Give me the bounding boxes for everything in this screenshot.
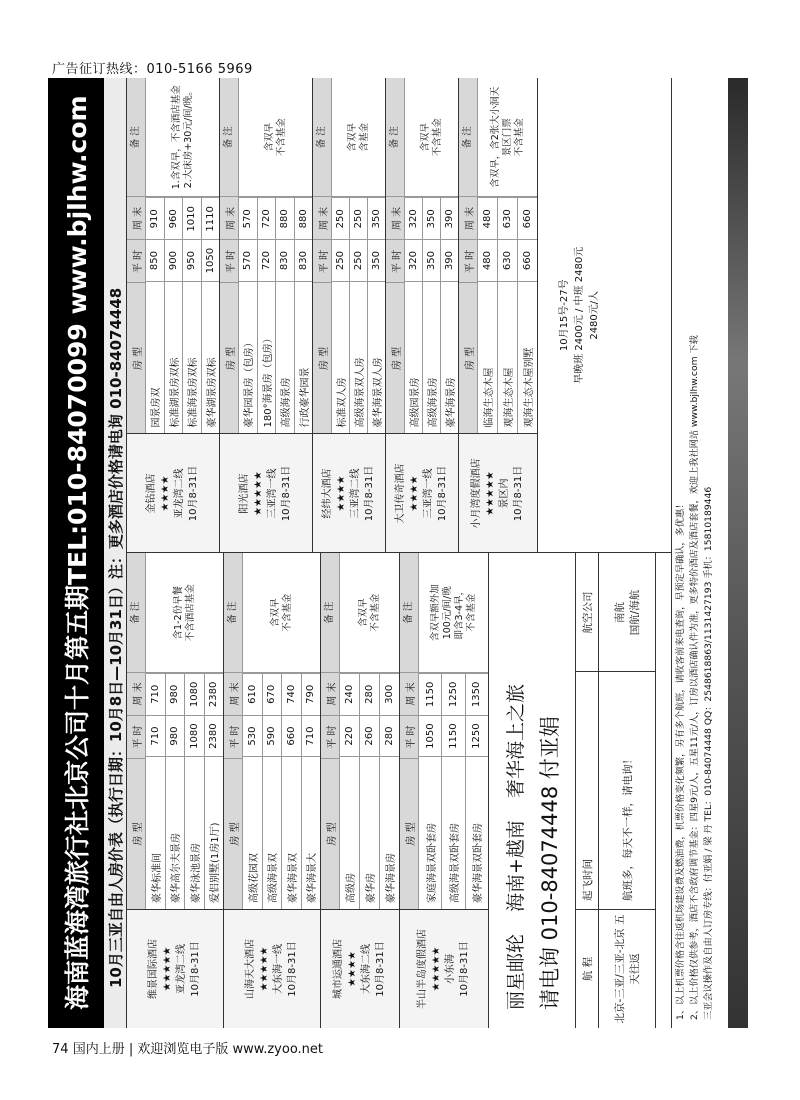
weekend-price: 250 (332, 197, 349, 239)
header-weekday: 平 时 (224, 715, 242, 758)
rate-row (466, 673, 488, 909)
weekend-price: 980 (166, 673, 185, 715)
room-type: 高级花园双 (243, 756, 262, 909)
room-type: 豪华海景房 (441, 281, 458, 434)
weekday-price: 710 (302, 715, 321, 757)
weekend-price: 910 (146, 197, 164, 239)
rate-header-row (127, 554, 146, 910)
rate-row (263, 673, 283, 909)
weekday-price: 1150 (442, 715, 464, 757)
hotel-rate-table (220, 78, 312, 434)
hotel-dates: 10月8-31日 (437, 465, 448, 522)
rate-header-row (386, 78, 405, 434)
rate-row (441, 198, 458, 434)
header-weekday: 平 时 (386, 240, 404, 283)
flight-airline-1: 南航 (614, 602, 626, 623)
right-column (127, 78, 671, 553)
weekday-price: 660 (282, 715, 301, 757)
flight-time: 航班多，每天不一样，请电询！ (599, 672, 655, 910)
weekday-price: 250 (350, 239, 367, 281)
hotel-note: 含双早额外加 100元/间/晚 即含3-4早， 不含基金 (419, 554, 488, 674)
weekend-price: 240 (340, 673, 359, 715)
room-type: 高级海景房 (276, 281, 294, 434)
hotel-block (313, 78, 386, 553)
weekday-price: 1050 (419, 715, 441, 757)
room-type: 高级海景双 (263, 756, 282, 909)
header-room: 房 型 (127, 758, 145, 909)
rate-rows (243, 673, 320, 909)
weekday-price: 350 (423, 239, 440, 281)
header-note: 备 注 (389, 126, 400, 149)
flight-header-time: 起飞时间 (576, 672, 598, 910)
hotel-info (220, 434, 312, 553)
hotel-area: 三亚湾一线 (267, 468, 278, 519)
rate-body (243, 554, 320, 910)
weekday-price: 2380 (205, 715, 224, 757)
hotel-area: 大东海一线 (273, 944, 284, 994)
rate-body (239, 78, 312, 434)
room-type: 标准湖景房双标 (165, 281, 183, 434)
hotel-block (321, 554, 400, 1029)
header-weekend: 周 末 (220, 197, 238, 240)
header-weekend: 周 末 (313, 197, 331, 240)
header-note: 备 注 (223, 126, 234, 149)
rate-rows (419, 673, 488, 909)
cruise-ad-line1 (501, 554, 528, 1011)
hotel-stars: ★★★★ (336, 475, 347, 512)
rate-header-row (127, 78, 146, 434)
price-note-dates: 10月15号-27号 (558, 279, 570, 352)
room-type: 爱侣别墅(1房1厅) (205, 756, 224, 909)
header-weekend: 周 末 (127, 197, 145, 240)
rate-rows (239, 198, 312, 434)
weekend-price: 740 (282, 673, 301, 715)
weekday-price: 390 (441, 239, 458, 281)
header-room: 房 型 (386, 283, 404, 434)
flight-header (576, 554, 599, 1029)
rate-row (202, 198, 220, 434)
weekday-price: 320 (405, 239, 422, 281)
title-banner: 海南蓝海湾旅行社北京公司十月第五期TEL:010-84070099 www.bjlhw.com (48, 78, 104, 1028)
weekend-price: 280 (360, 673, 379, 715)
footer-section: 国内上册 (72, 1042, 125, 1057)
weekend-price: 1350 (466, 673, 488, 715)
header-weekday: 平 时 (321, 715, 339, 758)
rate-row (419, 673, 442, 909)
rate-body (478, 78, 537, 434)
weekday-price: 260 (360, 715, 379, 757)
rate-row (165, 198, 184, 434)
room-type: 高级海景房 (423, 281, 440, 434)
weekday-price: 720 (258, 239, 276, 281)
header-room: 房 型 (127, 283, 145, 434)
weekday-price: 590 (263, 715, 282, 757)
hotel-dates: 10月8-31日 (375, 941, 386, 997)
rate-row (282, 673, 302, 909)
hotel-dates: 10月8-31日 (188, 465, 199, 522)
header-room: 房 型 (321, 758, 339, 909)
rate-header-row (313, 78, 332, 434)
rate-row (295, 198, 313, 434)
hotel-rate-table (224, 554, 320, 910)
hotel-rate-table (127, 554, 223, 910)
header-weekday: 平 时 (220, 240, 238, 283)
rate-row (360, 673, 380, 909)
rate-rows (146, 198, 219, 434)
hotel-block (127, 554, 224, 1029)
weekday-price: 1080 (185, 715, 204, 757)
room-type: 标准海景房双标 (183, 281, 201, 434)
hotel-stars: ★★★★★ (485, 471, 496, 516)
weekend-price: 710 (146, 673, 165, 715)
header-note: 备 注 (227, 601, 238, 624)
weekday-price: 350 (368, 239, 385, 281)
room-type: 观海生态木屋 (498, 281, 517, 434)
hotel-info (127, 909, 223, 1028)
room-type: 高级房 (340, 756, 359, 909)
rate-row (518, 198, 537, 434)
hotel-note: 含1-2份早餐 不含酒店基金 (146, 554, 223, 674)
weekday-price: 660 (518, 239, 537, 281)
flight-airline-2: 国航/海航 (629, 589, 641, 636)
header-room: 房 型 (224, 758, 242, 909)
header-weekday: 平 时 (127, 715, 145, 758)
hotel-block (220, 78, 313, 553)
hotel-rate-table (313, 78, 385, 434)
header-note: 备 注 (130, 601, 141, 624)
room-type: 豪华房 (360, 756, 379, 909)
hotel-block (400, 554, 489, 1029)
flight-price-note (538, 78, 616, 553)
rate-body (146, 554, 223, 910)
rate-header-row (224, 554, 243, 910)
rate-row (276, 198, 295, 434)
hotel-note: 含双早 不含基金 (239, 78, 312, 198)
header-weekend: 周 末 (224, 672, 242, 715)
rate-row (166, 673, 186, 909)
weekend-price: 660 (518, 197, 537, 239)
weekend-price: 1250 (442, 673, 464, 715)
hotel-note: 含双早 含基金 (332, 78, 385, 198)
cruise-name: 丽星邮轮 (504, 933, 527, 1010)
weekend-price: 610 (243, 673, 262, 715)
header-weekend: 周 末 (321, 672, 339, 715)
weekday-price: 950 (183, 239, 201, 281)
hotel-area: 亚龙湾二线 (176, 944, 187, 994)
hotel-info (224, 909, 320, 1028)
rate-row (350, 198, 368, 434)
hotel-name: 金钻酒店 (146, 473, 157, 514)
cruise-slogan: 奢华海上之旅 (504, 684, 527, 799)
weekend-price: 350 (368, 197, 385, 239)
room-type: 豪华海景房 (380, 756, 399, 909)
rate-row (239, 198, 258, 434)
rate-row (302, 673, 321, 909)
price-table-page (48, 78, 748, 1028)
page-number: 74 (52, 1042, 69, 1057)
hotel-info (313, 434, 385, 553)
rate-row (368, 198, 385, 434)
flight-header-airline: 航空公司 (581, 591, 594, 634)
header-weekend: 周 末 (127, 672, 145, 715)
rate-row (243, 673, 263, 909)
room-type: 豪华泳池景房 (185, 756, 204, 909)
rate-rows (405, 198, 458, 434)
header-weekday: 平 时 (400, 715, 418, 758)
weekday-price: 220 (340, 715, 359, 757)
hotel-note: 含双早，含2张大小洞天景区门票 不含基金 (478, 78, 537, 198)
rate-rows (146, 673, 223, 909)
rate-body (419, 554, 488, 910)
rate-row (146, 673, 166, 909)
rate-header-row (321, 554, 340, 910)
hotel-name: 大卫传奇酒店 (395, 463, 406, 524)
hotel-dates: 10月8-31日 (287, 941, 298, 997)
hotel-rate-table (400, 554, 488, 910)
header-note: 备 注 (462, 126, 473, 149)
rate-row (146, 198, 165, 434)
weekday-price: 630 (498, 239, 517, 281)
page-footer: 74 国内上册 | 欢迎浏览电子版 www.zyoo.net (52, 1042, 324, 1057)
weekday-price: 980 (166, 715, 185, 757)
hotel-stars: ★★★★★ (162, 946, 173, 992)
room-type: 豪华海景双卧套房 (466, 756, 488, 909)
room-type: 家庭海景双卧套房 (419, 756, 441, 909)
hotel-stars: ★★★★★ (259, 946, 270, 992)
room-type: 高级园景房 (405, 281, 422, 434)
header-weekday: 平 时 (127, 240, 145, 283)
room-type: 豪华湖景房双标 (202, 281, 220, 434)
hotel-name: 维景国际酒店 (148, 939, 159, 999)
rate-row (183, 198, 202, 434)
hotel-dates: 10月8-31日 (190, 941, 201, 997)
footer-url: www.zyoo.net (232, 1042, 324, 1057)
header-room: 房 型 (400, 758, 418, 909)
weekend-price: 670 (263, 673, 282, 715)
hotel-stars: ★★★★ (409, 475, 420, 512)
flight-airline (599, 554, 655, 672)
header-room: 房 型 (220, 283, 238, 434)
hotel-block (127, 78, 220, 553)
hotel-name: 半山半岛度假酒店 (417, 929, 428, 1009)
rate-row (442, 673, 465, 909)
weekend-price: 300 (380, 673, 399, 715)
weekend-price: 480 (478, 197, 497, 239)
hotel-area: 大东海二线 (361, 944, 372, 994)
room-type: 豪华高尔夫景房 (166, 756, 185, 909)
weekend-price: 350 (423, 197, 440, 239)
rate-header-row (400, 554, 419, 910)
header-weekend: 周 末 (386, 197, 404, 240)
footnote-2: 2、以上价格仅供参考，酒店不含政府调节基金：四星9元/人，五星11元/人，订房以酒店确认件为准，更多特价酒店及酒店套餐，欢迎上我社网站 www.bjlhw.com 下载 (689, 335, 700, 1020)
rate-row (258, 198, 277, 434)
hotel-info (386, 434, 458, 553)
rate-body (405, 78, 458, 434)
weekday-price: 1050 (202, 239, 220, 281)
weekday-price: 830 (276, 239, 294, 281)
room-type: 园景房双 (146, 281, 164, 434)
subtitle-banner: 10月三亚自由人房价表（执行日期：10月8日—10月31日）注：更多酒店价格请电询 010-84074448 (104, 78, 127, 1028)
price-note-detail: 早晚班 2400元 / 中班 2480元 (573, 246, 585, 384)
header-note: 备 注 (130, 126, 141, 149)
rate-row (423, 198, 441, 434)
rate-header-row (220, 78, 239, 434)
hotel-name: 城市运通酒店 (333, 939, 344, 999)
weekday-price: 570 (239, 239, 257, 281)
ad-hotline: 广告征订热线：010-5166 5969 (52, 62, 253, 77)
hotel-dates: 10月8-31日 (513, 465, 524, 522)
hotel-note: 含双早 不含基金 (340, 554, 399, 674)
hotel-rate-table (321, 554, 399, 910)
weekday-price: 710 (146, 715, 165, 757)
flight-header-route: 航 程 (576, 909, 598, 1028)
hotel-stars: ★★★★★ (253, 471, 264, 516)
room-type: 标准双人房 (332, 281, 349, 434)
rate-row (185, 673, 205, 909)
hotel-note: 含双早 不含基金 (243, 554, 320, 674)
rate-row (205, 673, 224, 909)
rate-body (340, 554, 399, 910)
weekday-price: 530 (243, 715, 262, 757)
hotel-dates: 10月8-31日 (364, 465, 375, 522)
rotated-content (48, 78, 748, 1028)
weekend-price: 2380 (205, 673, 224, 715)
weekend-price: 880 (295, 197, 313, 239)
footnote-3: 三亚会议操作及自由人订房专线：付亚娟 / 梁 丹 TEL：010-84074448 QQ：2548618863/1131427193 手机：15810189446 (703, 486, 714, 1020)
weekday-price: 850 (146, 239, 164, 281)
hotel-rate-table (127, 78, 219, 434)
header-weekday: 平 时 (459, 240, 477, 283)
rate-row (340, 673, 360, 909)
weekend-price: 960 (165, 197, 183, 239)
hotel-area: 亚龙湾二线 (174, 468, 185, 519)
weekend-price: 250 (350, 197, 367, 239)
room-type: 豪华海景双 (282, 756, 301, 909)
header-note: 备 注 (324, 601, 335, 624)
rate-row (332, 198, 350, 434)
hotel-block (224, 554, 321, 1029)
cruise-ad (489, 554, 576, 1029)
header-weekend: 周 末 (400, 672, 418, 715)
room-type: 豪华园景房（包房） (239, 281, 257, 434)
room-type: 观海生态木屋别墅 (518, 281, 537, 434)
weekend-price: 570 (239, 197, 257, 239)
hotel-name: 阳光酒店 (239, 473, 250, 514)
weekend-price: 1080 (185, 673, 204, 715)
weekday-price: 250 (332, 239, 349, 281)
hotel-name: 小月湾度假酒店 (471, 458, 482, 529)
hotel-name: 经纬大酒店 (322, 468, 333, 519)
hotel-stars: ★★★★ (160, 475, 171, 512)
room-type: 180°海景房（包房） (258, 281, 276, 434)
weekend-price: 390 (441, 197, 458, 239)
rate-row (478, 198, 498, 434)
hotel-area: 三亚湾一线 (423, 468, 434, 519)
rate-rows (332, 198, 385, 434)
footnote-1: 1、以上机票价格含往返机场建设费及燃油费，机票价格变化频繁，另有多个航班，请收客前来电查询，早预定早确认，多优惠！ (675, 499, 686, 1020)
flight-route: 北京-三亚/三亚-北京 五天往返 (599, 909, 655, 1028)
left-column (127, 553, 671, 1029)
hotel-block (386, 78, 459, 553)
header-note: 备 注 (403, 601, 414, 624)
weekday-price: 480 (478, 239, 497, 281)
header-room: 房 型 (313, 283, 331, 434)
hotel-dates: 10月8-31日 (281, 465, 292, 522)
footer-promo: 欢迎浏览电子版 (137, 1042, 229, 1057)
weekend-price: 320 (405, 197, 422, 239)
rate-header-row (459, 78, 478, 434)
hotel-note: 含双早 不含基金 (405, 78, 458, 198)
weekend-price: 630 (498, 197, 517, 239)
weekday-price: 1250 (466, 715, 488, 757)
hotel-info (321, 909, 399, 1028)
hotel-area: 小东海 (445, 954, 456, 984)
hotel-rate-table (459, 78, 537, 434)
room-type: 行政豪华园景 (295, 281, 313, 434)
hotel-info (400, 909, 488, 1028)
header-weekday: 平 时 (313, 240, 331, 283)
hotel-rate-table (386, 78, 458, 434)
room-type: 临海生态木屋 (478, 281, 497, 434)
cruise-route: 海南+越南 (504, 820, 527, 912)
rate-rows (340, 673, 399, 909)
rate-body (332, 78, 385, 434)
hotel-info (459, 434, 537, 553)
weekday-price: 830 (295, 239, 313, 281)
hotel-info (127, 434, 219, 553)
header-weekend: 周 末 (459, 197, 477, 240)
weekend-price: 790 (302, 673, 321, 715)
room-type: 豪华标准间 (146, 756, 165, 909)
rate-row (405, 198, 423, 434)
hotel-name: 山海天大酒店 (245, 939, 256, 999)
header-room: 房 型 (459, 283, 477, 434)
footnotes (671, 78, 728, 1028)
cruise-contact: 请电询 010-84074448 付亚娟 (537, 716, 562, 1010)
header-note: 备 注 (316, 126, 327, 149)
weekend-price: 1110 (202, 197, 220, 239)
rate-body (146, 78, 219, 434)
weekend-price: 1010 (183, 197, 201, 239)
hotel-stars: ★★★★ (347, 951, 358, 987)
weekend-price: 720 (258, 197, 276, 239)
weekend-price: 1150 (419, 673, 441, 715)
room-type: 高级海景双卧套房 (442, 756, 464, 909)
hotel-area: 景区内 (499, 478, 510, 509)
room-type: 豪华海景大 (302, 756, 321, 909)
weekend-price: 880 (276, 197, 294, 239)
room-type: 高级海景双人房 (350, 281, 367, 434)
hotel-dates: 10月8-31日 (459, 941, 470, 997)
weekday-price: 280 (380, 715, 399, 757)
price-note-detail2: 2480元/人 (588, 290, 600, 340)
room-type: 豪华海景双人房 (368, 281, 385, 434)
rate-rows (478, 198, 537, 434)
rate-row (380, 673, 399, 909)
hotel-block (459, 78, 538, 553)
weekday-price: 900 (165, 239, 183, 281)
hotel-stars: ★★★★★ (431, 946, 442, 992)
hotel-area: 三亚湾二线 (350, 468, 361, 519)
flight-row (599, 554, 656, 1029)
rate-row (498, 198, 518, 434)
hotel-note: 1.含双早，不含酒店基金 2.大床房+30元/间/晚。 (146, 78, 219, 198)
